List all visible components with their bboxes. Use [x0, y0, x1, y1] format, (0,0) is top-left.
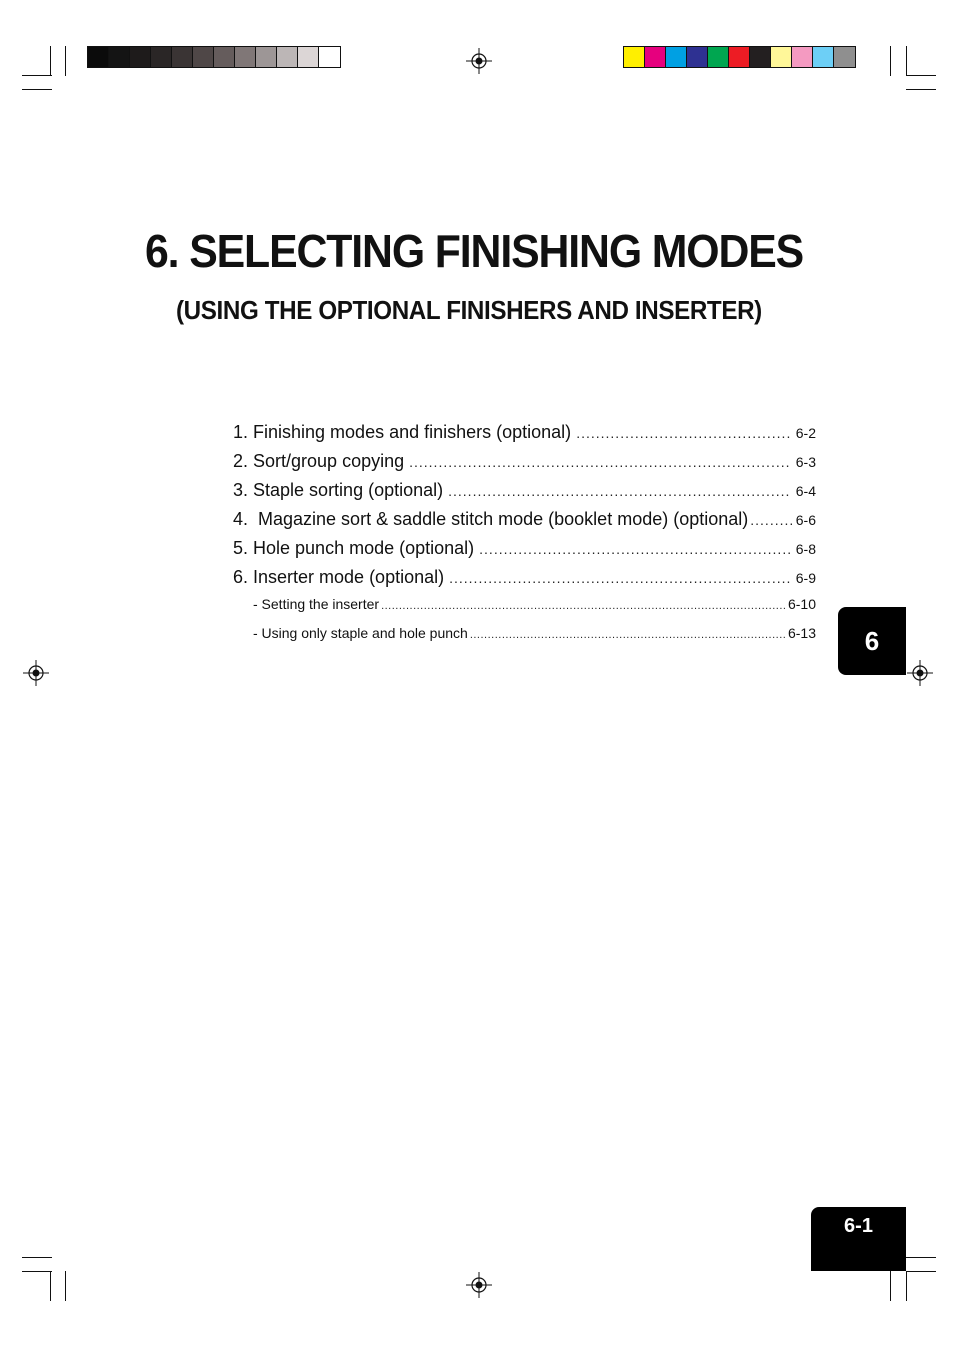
color-swatch — [729, 47, 750, 67]
color-swatch — [298, 47, 319, 67]
crop-mark — [22, 89, 52, 90]
table-of-contents — [233, 422, 816, 654]
color-swatch — [256, 47, 277, 67]
color-swatch — [645, 47, 666, 67]
chapter-tab — [838, 607, 906, 675]
toc-item-page: 6-6 — [795, 512, 816, 528]
process-color-bar — [623, 46, 856, 68]
color-swatch — [771, 47, 792, 67]
toc-item[interactable] — [233, 567, 816, 596]
crop-mark — [906, 1257, 936, 1258]
page-number: 6-1 — [844, 1215, 873, 1237]
color-swatch — [193, 47, 214, 67]
toc-item[interactable] — [233, 509, 816, 538]
color-swatch — [130, 47, 151, 67]
crop-mark — [906, 46, 907, 76]
crop-mark — [906, 1271, 936, 1272]
grayscale-color-bar — [87, 46, 341, 68]
toc-item-page: 6-8 — [795, 541, 816, 557]
toc-item[interactable] — [233, 538, 816, 567]
registration-mark-icon — [907, 660, 933, 686]
toc-item-page: 6-4 — [795, 483, 816, 499]
crop-mark — [65, 1271, 66, 1301]
toc-item-label: 2. Sort/group copying — [233, 451, 405, 471]
crop-mark — [22, 1271, 52, 1272]
color-swatch — [750, 47, 771, 67]
crop-mark — [65, 46, 66, 76]
toc-subitem[interactable] — [233, 625, 816, 654]
color-swatch — [319, 47, 340, 67]
crop-mark — [906, 75, 936, 76]
color-swatch — [792, 47, 813, 67]
color-swatch — [687, 47, 708, 67]
registration-mark-icon — [466, 1272, 492, 1298]
toc-subitem-label: - Setting the inserter — [253, 596, 380, 612]
color-swatch — [172, 47, 193, 67]
color-swatch — [813, 47, 834, 67]
toc-subitem[interactable] — [233, 596, 816, 625]
color-swatch — [834, 47, 855, 67]
toc-leader-dots — [409, 454, 791, 470]
toc-item-page: 6-3 — [795, 454, 816, 470]
toc-subitem-page: 6-10 — [787, 596, 816, 612]
toc-leader-dots — [381, 600, 786, 612]
toc-leader-dots — [576, 425, 791, 441]
toc-leader-dots — [479, 541, 791, 557]
color-swatch — [624, 47, 645, 67]
crop-mark — [890, 1271, 891, 1301]
toc-item[interactable] — [233, 422, 816, 451]
color-swatch — [666, 47, 687, 67]
toc-item-label: 1. Finishing modes and finishers (optional) — [233, 422, 572, 442]
crop-mark — [50, 1271, 51, 1301]
toc-item-label: 4. Magazine sort & saddle stitch mode (booklet mode) (optional) — [233, 509, 749, 529]
crop-mark — [906, 1271, 907, 1301]
toc-subitem-page: 6-13 — [787, 625, 816, 641]
color-swatch — [277, 47, 298, 67]
toc-leader-dots — [750, 512, 792, 528]
registration-mark-icon — [466, 48, 492, 74]
color-swatch — [88, 47, 109, 67]
toc-leader-dots — [448, 483, 791, 499]
chapter-subtitle: (USING THE OPTIONAL FINISHERS AND INSERTER) — [176, 295, 762, 325]
crop-mark — [22, 1257, 52, 1258]
crop-mark — [22, 75, 52, 76]
crop-mark — [890, 46, 891, 76]
registration-mark-icon — [23, 660, 49, 686]
color-swatch — [151, 47, 172, 67]
toc-item[interactable] — [233, 451, 816, 480]
toc-leader-dots — [449, 570, 791, 586]
toc-item-label: 6. Inserter mode (optional) — [233, 567, 445, 587]
color-swatch — [214, 47, 235, 67]
chapter-title: 6. SELECTING FINISHING MODES — [145, 225, 804, 277]
page-number-tab — [811, 1207, 906, 1271]
color-swatch — [235, 47, 256, 67]
toc-item-label: 5. Hole punch mode (optional) — [233, 538, 475, 558]
toc-item-page: 6-2 — [795, 425, 816, 441]
crop-mark — [50, 46, 51, 76]
toc-item-label: 3. Staple sorting (optional) — [233, 480, 444, 500]
crop-mark — [906, 89, 936, 90]
toc-item-page: 6-9 — [795, 570, 816, 586]
toc-leader-dots — [470, 629, 786, 641]
color-swatch — [708, 47, 729, 67]
color-swatch — [109, 47, 130, 67]
toc-item[interactable] — [233, 480, 816, 509]
chapter-tab-number: 6 — [864, 625, 880, 656]
toc-subitem-label: - Using only staple and hole punch — [253, 625, 468, 641]
